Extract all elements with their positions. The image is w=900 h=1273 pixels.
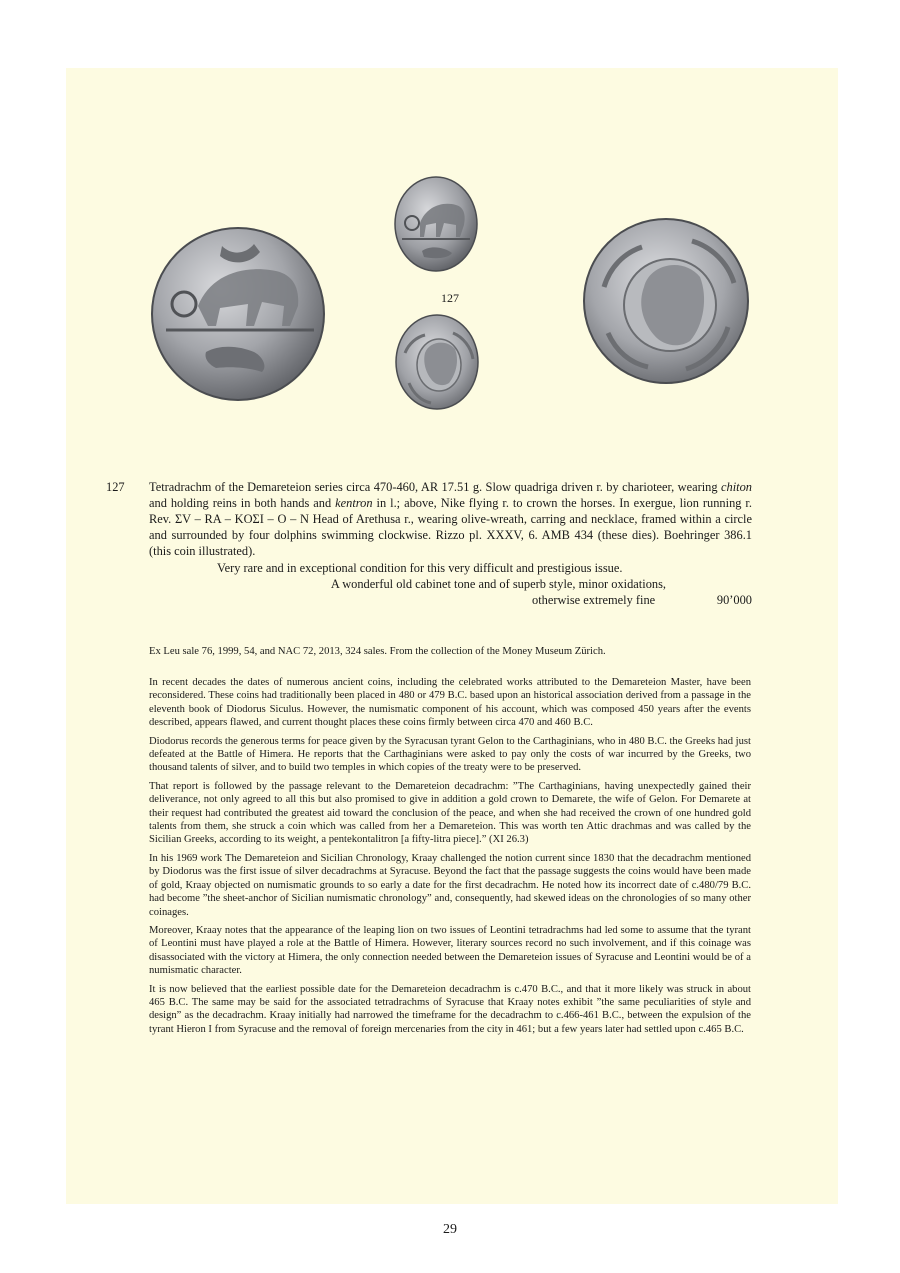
coin-reverse-image	[395, 313, 479, 411]
essay	[149, 676, 751, 1041]
lot-description	[149, 479, 752, 559]
essay-paragraph: Moreover, Kraay notes that the appearance of the leaping lion on two issues of Leontini tetradrachms had led some to assume that the tyrant of Leontini must have played a role at the Battle of Himera. However, literary sources record no such involvement, and if this coinage was disassociated with the victory at Himera, the only connection needed between the Demareteion issues of Syracuse and Leontini would be of a numismatic character.	[149, 924, 751, 977]
lot-description-text: in l.; above, Nike flying r. to crown the horses. In exergue, lion running r. Rev. ΣV – RA – KOΣI – O – N Head of Arethusa r., wearing olive-wreath, carring and necklace, framed within a circle and surrounded by four dolphins swimming clockwise. Rizzo pl. XXXV, 6. AMB 434 (these dies). Boehringer 386.1 (this coin illustrated).	[149, 496, 752, 559]
lot-estimate: 90’000	[716, 593, 752, 607]
provenance-note	[149, 645, 751, 663]
lot-rarity: Very rare and in exceptional condition for this very difficult and prestigious issue.	[217, 561, 623, 575]
coin-obverse-image	[394, 175, 478, 273]
essay-paragraph: That report is followed by the passage relevant to the Demareteion decadrachm: ”The Carthaginians, having unexpectedly gained their deliverance, not only agreed to all this but also promised to give in addition a gold crown to Demarete, the wife of Gelon. For Demarete at their request had contributed the greatest aid toward the conclusion of the peace, and when she had received the crown of one hundred gold talents from them, she struck a coin which was called from her a Demareteion. This was worth ten Attic drachmas and was called by the Sicilian Greeks, according to its weight, a pentekontalitron [a fifty-litra piece].” (XI 26.3)	[149, 780, 751, 846]
lot-description-text: and holding reins in both hands and	[149, 496, 336, 511]
page-number: 29	[443, 1222, 457, 1237]
lot-description-italic-chiton: chiton	[721, 480, 752, 494]
essay-paragraph: Diodorus records the generous terms for peace given by the Syracusan tyrant Gelon to the Carthaginians, who in 480 B.C. the Greeks had just defeated at the Battle of Himera. He reports that the Carthaginians were asked to pay only the costs of war incurred by the Greeks, two thousand talents of silver, and to build two temples in which copies of the treaty were to be preserved.	[149, 735, 751, 774]
essay-paragraph: In his 1969 work The Demareteion and Sicilian Chronology, Kraay challenged the notion current since 1830 that the decadrachm mentioned by Diodorus was the first issue of silver decadrachms at Syracuse. Beyond the fact that the passage suggests the coins would have been made of gold, Kraay objected on numismatic grounds to so early a date for the first decadrachm. He noted how its incorrect date of c.480/79 B.C. had become ”the sheet-anchor of Sicilian numismatic chronology” and, consequently, had skewed ideas on the chronologies of so many other coinages.	[149, 852, 751, 918]
essay-paragraph: In recent decades the dates of numerous ancient coins, including the celebrated works attributed to the Demareteion Master, have been reconsidered. These coins had traditionally been placed in 480 or 479 B.C. based upon an historical association derived from a passage in the eleventh book of Diodorus Siculus. However, the numismatic component of his account, which was composed 450 years after the events described, appears flawed, and current thought places these coins firmly between circa 470 and 460 B.C.	[149, 677, 751, 729]
lot-description-italic-kentron: kentron	[335, 496, 373, 511]
provenance-text: Ex Leu sale 76, 1999, 54, and NAC 72, 2013, 324 sales. From the collection of the Money Museum Zürich.	[149, 646, 606, 657]
lot-condition-line-1: A wonderful old cabinet tone and of superb style, minor oxidations,	[330, 577, 666, 591]
figure-lot-number: 127	[441, 291, 459, 305]
lot-condition-line-2: otherwise extremely fine	[532, 593, 656, 607]
coin-enlarged-obverse-image	[150, 226, 326, 402]
lot-description-text: Tetradrachm of the Demareteion series circa 470-460, AR 17.51 g. Slow quadriga driven r. by charioteer, wearing	[149, 480, 722, 494]
coin-enlarged-reverse-image	[582, 217, 750, 385]
essay-paragraph: It is now believed that the earliest possible date for the Demareteion decadrachm is c.470 B.C., and that it more likely was struck in about 465 B.C. The same may be said for the associated tetradrachms of Syracuse that Kraay notes exhibit ”the same peculiarities of style and design” as the decadrachm. Kraay initially had narrowed the timeframe for the decadrachm to c.466-461 B.C., between the expulsion of the tyrant Hieron I from Syracuse and the removal of foreign mercenaries from the city in 461; but a few years later had settled upon c.465 B.C.	[149, 983, 751, 1035]
lot-number: 127	[106, 480, 125, 494]
